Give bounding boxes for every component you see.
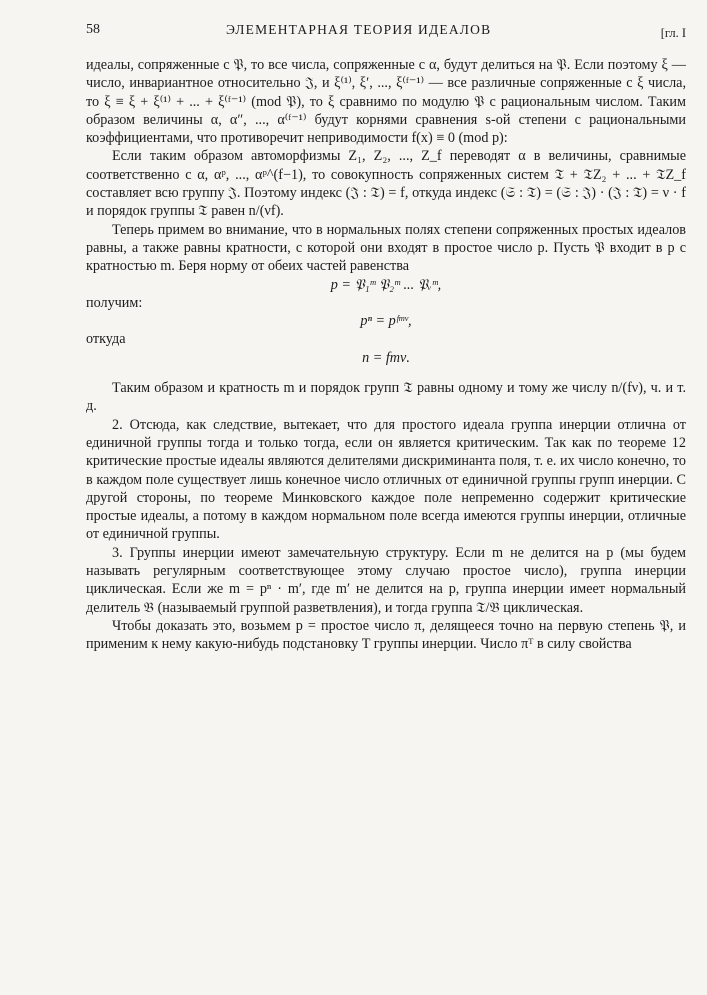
paragraph-1: идеалы, сопряженные с 𝔓, то все числа, сопряженные с α, будут делиться на 𝔓. Если поэтому ξ — число, инвариантное относительно 𝔍, и ξ⁽¹⁾, ξ′, ..., ξ⁽ᶠ⁻¹⁾ — все различные сопряженные с ξ числа, то ξ ≡ ξ + ξ⁽¹⁾ + ... + ξ⁽ᶠ⁻¹⁾ (mod 𝔓), то ξ сравнимо по модулю 𝔓 с рациональным числом. Таким образом величины α, α″, ..., α⁽ᶠ⁻¹⁾ будут корнями сравнения s-ой степени с рациональными коэффициентами, что противоречит неприводимости f(x) ≡ 0 (mod p): [86,57,686,147]
paragraph-6: 3. Группы инерции имеют замечательную структуру. Если m не делится на p (мы будем называть регулярным соответствующее этому случаю простое число), группа инерции циклическая. Если же m = pⁿ · m′, где m′ не делится на p, группа инерции имеет нормальный делитель 𝔅 (называемый группой разветвления), и тогда группа 𝔗/𝔅 циклическая. [86,544,686,616]
body-text [86,56,686,654]
formula-1: p = 𝔓₁ᵐ 𝔓₂ᵐ ... 𝔓ᵥᵐ, [330,276,442,293]
page-header [86,22,686,44]
formula-2: pⁿ = pᶠᵐᵛ, [360,313,412,330]
label-2: откуда [86,331,126,348]
running-title: ЭЛЕМЕНТАРНАЯ ТЕОРИЯ ИДЕАЛОВ [226,22,492,37]
paragraph-7: Чтобы доказать это, возьмем p = простое число π, делящееся точно на первую степень 𝔓, и применим к нему какую-нибудь подстановку T группы инерции. Число πᵀ в силу свойства [86,617,686,653]
paragraph-3: Теперь примем во внимание, что в нормальных полях степени сопряженных простых идеалов равны, а также равны кратности, с которой они входят в простое число p. Пусть 𝔓 входит в p с кратностью m. Беря норму от обеих частей равенства [86,221,686,275]
paragraph-5: 2. Отсюда, как следствие, вытекает, что для простого идеала группа инерции отлична от единичной группы тогда и только тогда, если он является критическим. Так как по теореме 12 критические простые идеалы являются делителями дискриминанта поля, т. е. их число конечно, то в каждом поле существует лишь конечное число отличных от единичной группы групп инерции. С другой стороны, по теореме Минковского каждое поле непременно содержит критические простые идеалы, а потому в каждом нормальном поле всегда имеются группы инерции, отличные от единичной группы. [86,416,686,543]
page-number: 58 [86,22,100,37]
paragraph-4: Таким образом и кратность m и порядок групп 𝔗 равны одному и тому же числу n/(fν), ч. и т. д. [86,380,686,415]
paragraph-2: Если таким образом автоморфизмы Z₁, Z₂, ..., Z_f переводят α в величины, сравнимые соответственно с α, αᵖ, ..., αᵖ^(f−1), то совокупность сопряженных систем 𝔗 + 𝔗Z₂ + ... + 𝔗Z_f составляет всю группу 𝔍. Поэтому индекс (𝔍 : 𝔗) = f, откуда индекс (𝔖 : 𝔗) = (𝔖 : 𝔍) · (𝔍 : 𝔗) = ν · f и порядок группы 𝔗 равен n/(νf). [86,148,686,220]
chapter-label: [гл. I [660,26,686,40]
formula-3: n = fmν. [362,349,410,366]
label-1: получим: [86,294,143,311]
